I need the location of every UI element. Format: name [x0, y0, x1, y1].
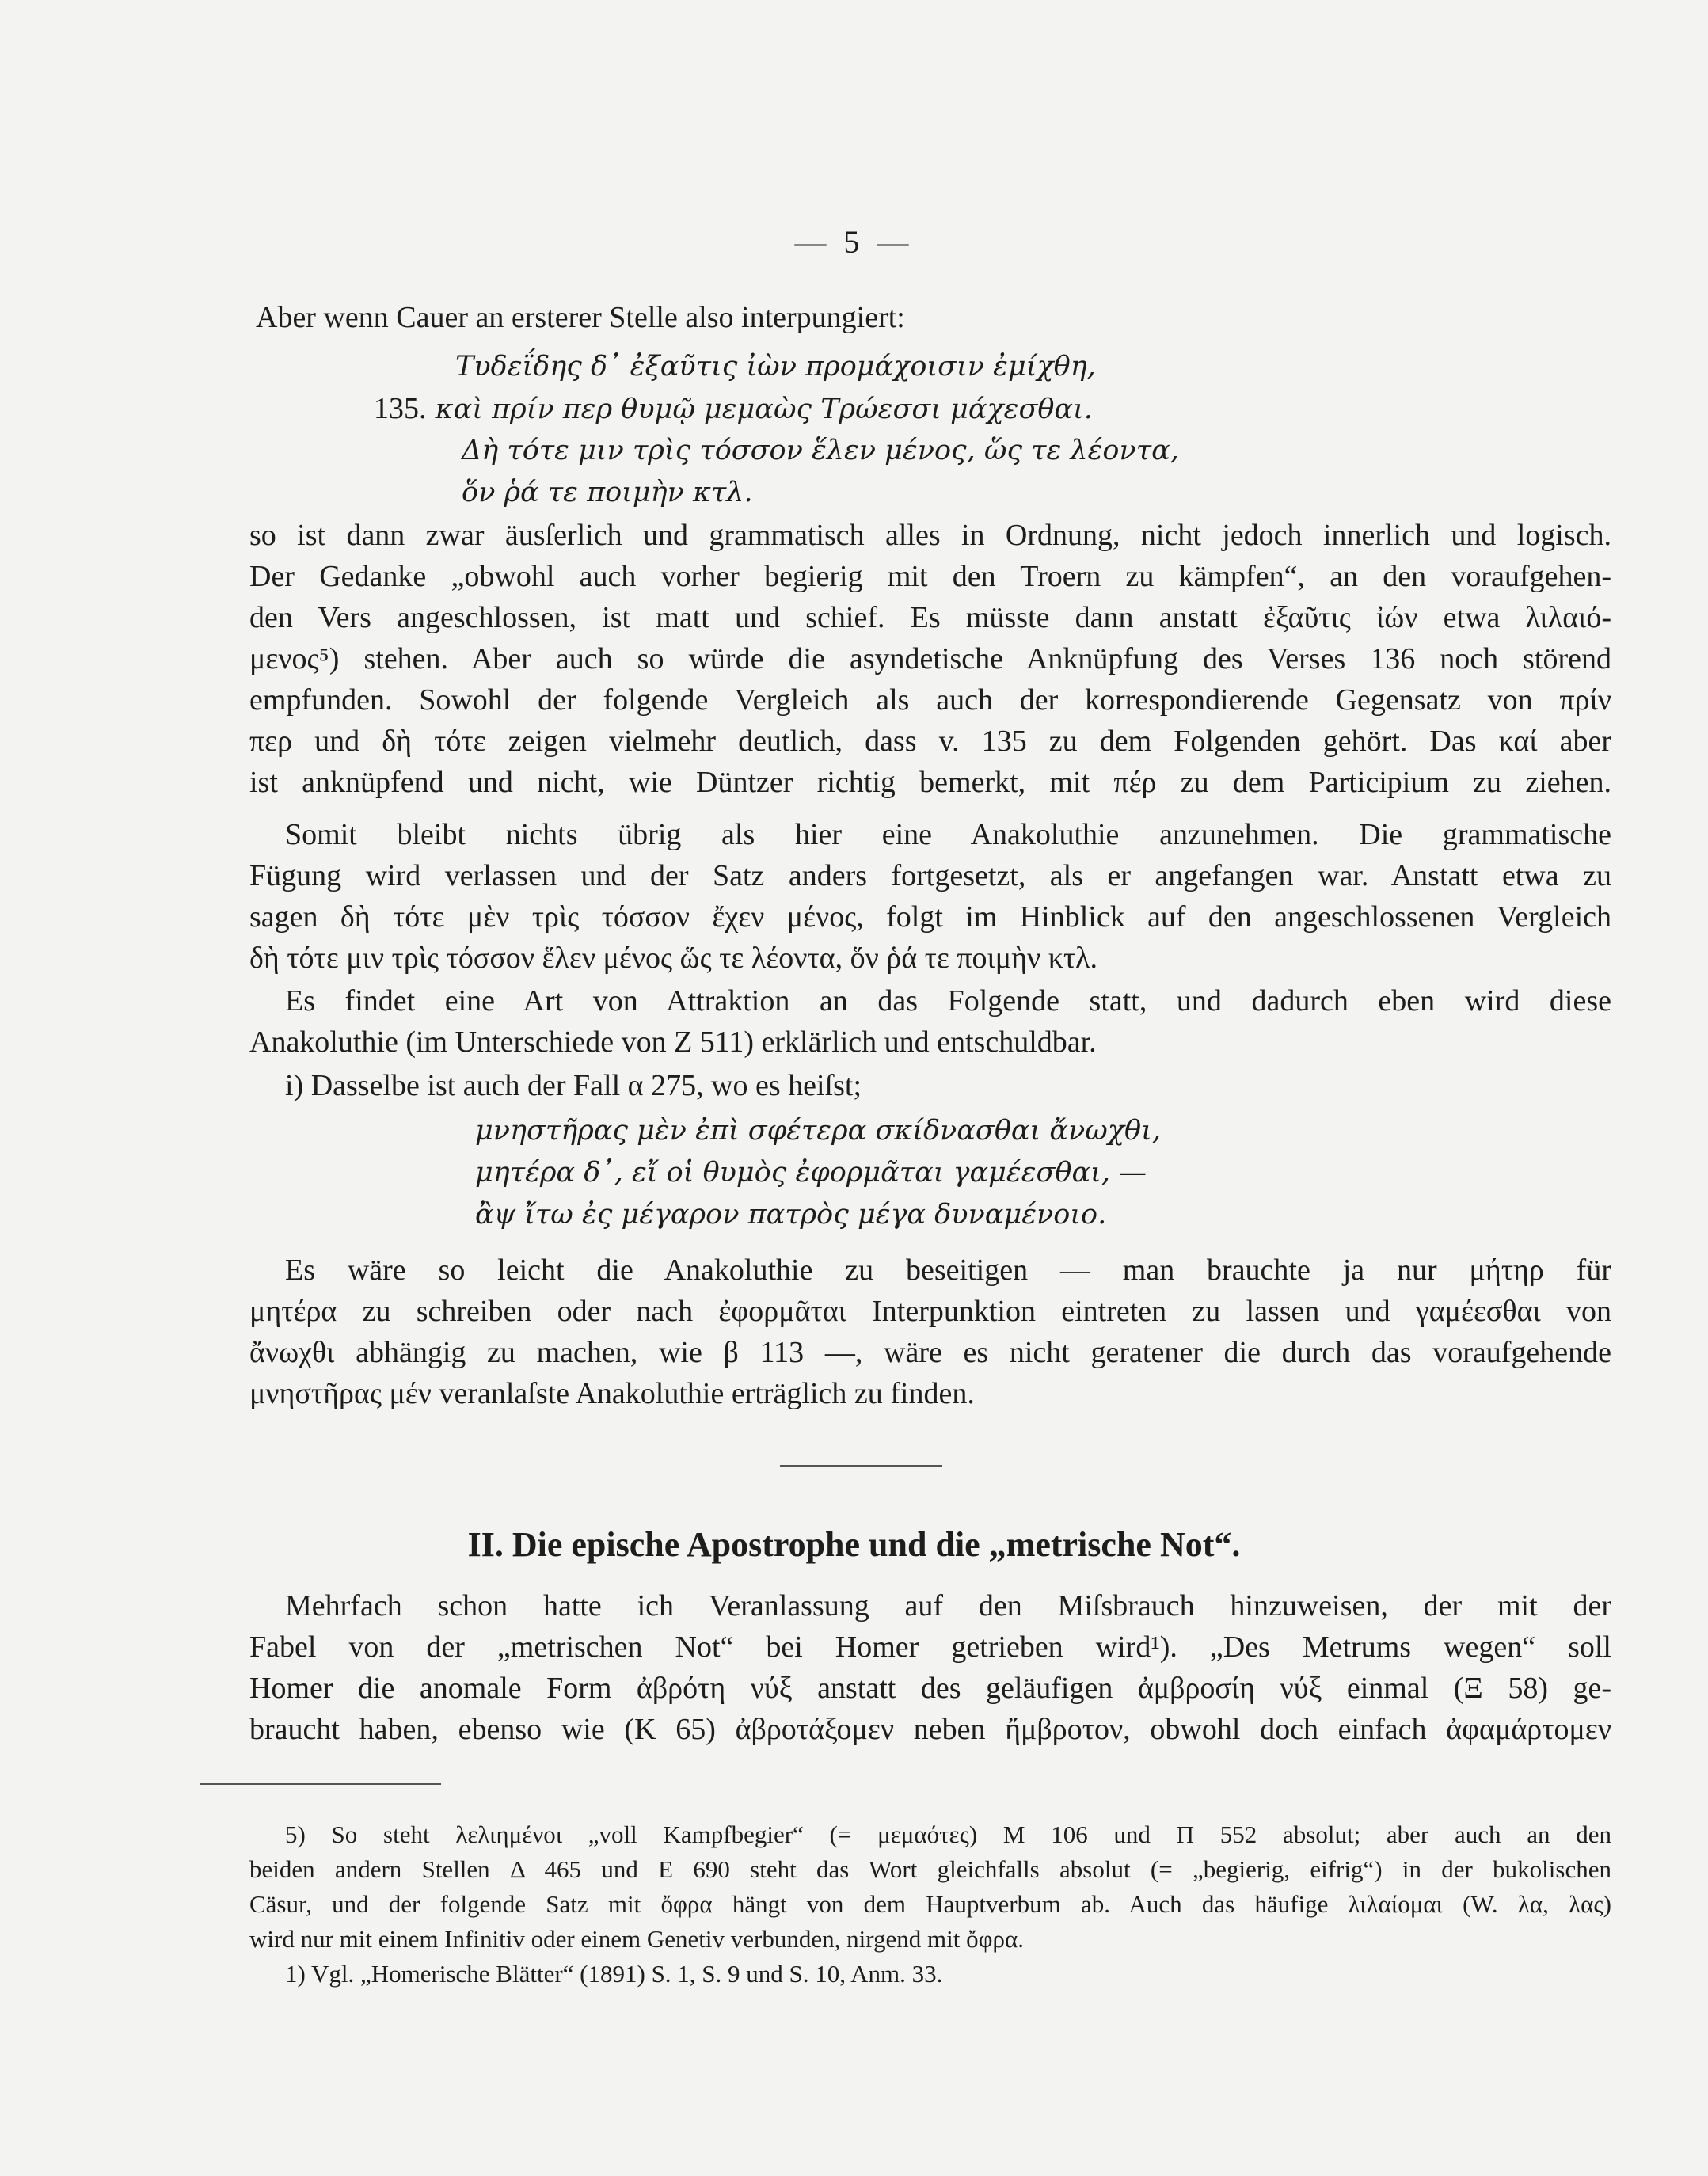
text-line: Es findet eine Art von Attraktion an das Folgende statt, und dadurch eben wird diese — [285, 984, 1611, 1018]
verse-line: Τυδεΐδης δ᾽ ἐξαῦτις ἰὼν προμάχοισιν ἐμίχθη, — [455, 351, 1096, 382]
footnote-line: beiden andern Stellen Δ 465 und E 690 steht das Wort gleichfalls absolut (= „begierig, eifrig“) in der bukolischen — [249, 1855, 1611, 1883]
footnotes — [249, 1817, 1611, 1991]
page-number: — 5 — — [794, 224, 914, 260]
paragraph-3 — [249, 980, 1611, 1063]
text-line: empfunden. Sowohl der folgende Vergleich als auch der korrespondierende Gegensatz von πρίν — [249, 683, 1611, 717]
text-line: μενος⁵) stehen. Aber auch so würde die asyndetische Anknüpfung des Verses 136 noch störend — [249, 642, 1611, 675]
section-heading: II. Die epische Apostrophe und die „metrische Not“. — [467, 1525, 1241, 1564]
verse-line: μνηστῆρας μὲν ἐπὶ σφέτερα σκίδνασθαι ἄνωχθι, — [475, 1115, 1161, 1147]
paragraph-1 — [249, 515, 1611, 803]
text-line: Der Gedanke „obwohl auch vorher begierig mit den Troern zu kämpfen“, an den voraufgehen- — [249, 560, 1611, 593]
text-line: μητέρα zu schreiben oder nach ἐφορμᾶται Interpunktion eintreten zu lassen und γαμέεσθαι von — [249, 1295, 1611, 1328]
text-line: μνηστῆρας μέν veranlaſste Anakoluthie erträglich zu finden. — [249, 1377, 975, 1410]
text-line: Homer die anomale Form ἀβρότη νύξ anstatt des geläufigen ἀμβροσίη νύξ einmal (Ξ 58) ge- — [249, 1672, 1611, 1705]
footnote-line: 5) So steht λελιημένοι „voll Kampfbegier“ (= μεμαότες) M 106 und Π 552 absolut; aber auch an den — [285, 1820, 1611, 1848]
text-line: Mehrfach schon hatte ich Veranlassung auf den Miſsbrauch hinzuweisen, der mit der — [285, 1589, 1611, 1622]
footnote-line: 1) Vgl. „Homerische Blätter“ (1891) S. 1, S. 9 und S. 10, Anm. 33. — [285, 1960, 943, 1988]
text-line: ἄνωχθι abhängig zu machen, wie β 113 —, wäre es nicht geratener die durch das voraufgehende — [249, 1336, 1611, 1369]
verse-line: Δὴ τότε μιν τρὶς τόσσον ἕλεν μένος, ὥς τε λέοντα, — [462, 435, 1179, 466]
intro-paragraph — [249, 297, 1611, 338]
text-line: so ist dann zwar äusſerlich und grammatisch alles in Ordnung, nicht jedoch innerlich und logisch. — [249, 519, 1611, 552]
text-line: Fabel von der „metrischen Not“ bei Homer getrieben wird¹). „Des Metrums wegen“ soll — [249, 1630, 1611, 1664]
text-line: δὴ τότε μιν τρὶς τόσσον ἕλεν μένος ὥς τε λέοντα, ὅν ῥά τε ποιμὴν κτλ. — [249, 942, 1098, 975]
paragraph-6 — [249, 1585, 1611, 1750]
text-line: ist anknüpfend und nicht, wie Düntzer richtig bemerkt, mit πέρ zu dem Participium zu ziehen. — [249, 766, 1611, 799]
verse-number: 135. — [374, 392, 427, 425]
intro-line: Aber wenn Cauer an ersterer Stelle also interpungiert: — [256, 301, 905, 334]
text-line: i) Dasselbe ist auch der Fall α 275, wo es heiſst; — [285, 1069, 862, 1102]
verse-line: 135. καὶ πρίν περ θυμῷ μεμαὼς Τρώεσσι μάχεσθαι. — [374, 392, 1093, 425]
verse-line: ἂψ ἴτω ἐς μέγαρον πατρὸς μέγα δυναμένοιο. — [475, 1199, 1107, 1231]
text-line: Somit bleibt nichts übrig als hier eine Anakoluthie anzunehmen. Die grammatische — [285, 818, 1611, 851]
section-divider — [780, 1465, 942, 1467]
text-line: περ und δὴ τότε zeigen vielmehr deutlich, dass v. 135 zu dem Folgenden gehört. Das καί aber — [249, 725, 1611, 758]
text-line: den Vers angeschlossen, ist matt und schief. Es müsste dann anstatt ἐξαῦτις ἰών etwa λιλαιό- — [249, 601, 1611, 634]
text-line: sagen δὴ τότε μὲν τρὶς τόσσον ἔχεν μένος, folgt im Hinblick auf den angeschlossenen Vergleich — [249, 900, 1611, 934]
text-line: Es wäre so leicht die Anakoluthie zu beseitigen — man brauchte ja nur μήτηρ für — [285, 1253, 1611, 1287]
text-line: braucht haben, ebenso wie (K 65) ἀβροτάξομεν neben ἤμβροτον, obwohl doch einfach ἀφαμάρτομεν — [249, 1713, 1611, 1746]
paragraph-2 — [249, 814, 1611, 979]
verse-line: ὅν ῥά τε ποιμὴν κτλ. — [462, 477, 753, 508]
footnote-rule — [200, 1783, 441, 1785]
verse-line: μητέρα δ᾽, εἴ οἱ θυμὸς ἐφορμᾶται γαμέεσθαι, — — [475, 1157, 1147, 1189]
paragraph-5 — [249, 1250, 1611, 1414]
footnote-line: Cäsur, und der folgende Satz mit ὄφρα hängt von dem Hauptverbum ab. Auch das häufige λιλαίομαι (W. λα, λας) — [249, 1890, 1611, 1918]
paragraph-4 — [249, 1065, 1611, 1106]
footnote-line: wird nur mit einem Infinitiv oder einem Genetiv verbunden, nirgend mit ὄφρα. — [249, 1925, 1024, 1953]
text-line: Fügung wird verlassen und der Satz anders fortgesetzt, als er angefangen war. Anstatt etwa zu — [249, 859, 1611, 892]
text-line: Anakoluthie (im Unterschiede von Z 511) erklärlich und entschuldbar. — [249, 1025, 1097, 1059]
